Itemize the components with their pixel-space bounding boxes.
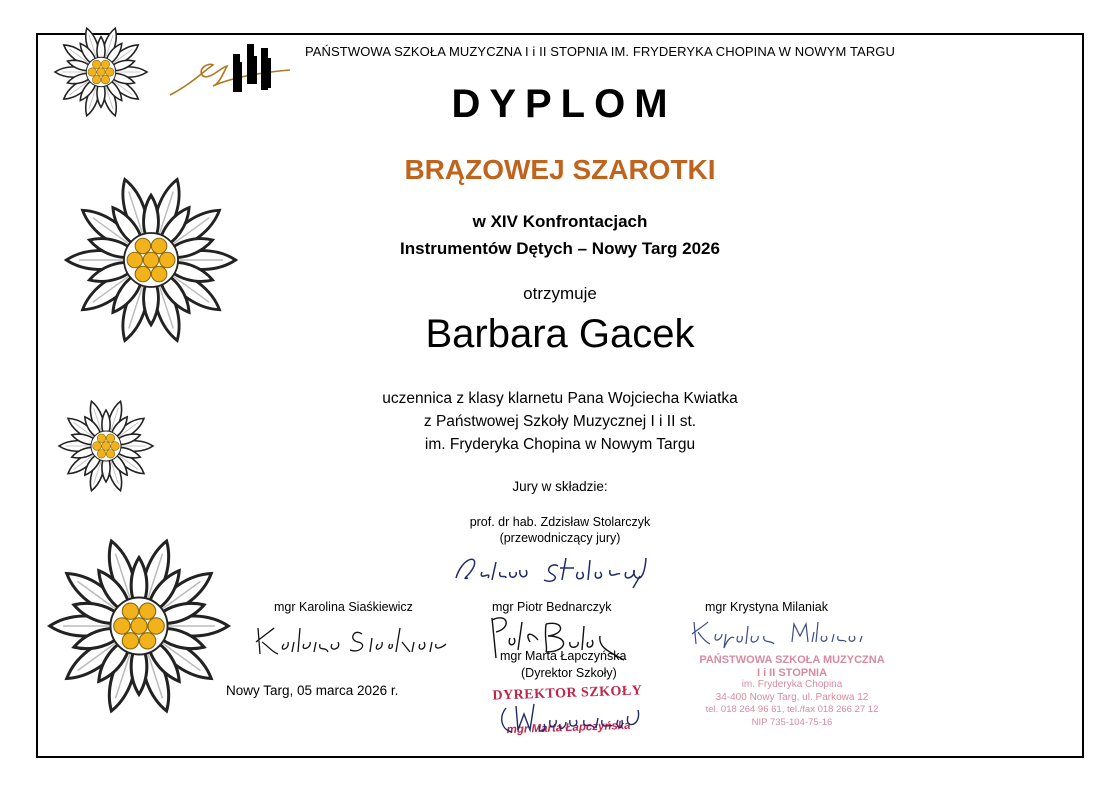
jury-member-name: mgr Karolina Siaśkiewicz <box>274 600 413 614</box>
recipient-name: Barbara Gacek <box>425 312 695 356</box>
edelweiss-flower-icon <box>44 530 234 722</box>
school-stamp <box>692 654 892 729</box>
member-signature <box>688 614 873 654</box>
director-role: (Dyrektor Szkoły) <box>521 666 617 680</box>
event-line-2: Instrumentów Dętych – Nowy Targ 2026 <box>400 239 720 258</box>
director-stamp-name: mgr Marta Łapczyńska <box>506 719 631 737</box>
school-stamp-line: tel. 018 264 96 61, tel./fax 018 266 27 12 <box>705 704 879 715</box>
school-stamp-line: NIP 735-104-75-16 <box>751 716 833 728</box>
school-stamp-line: I i II STOPNIA <box>756 666 828 679</box>
description-line-1: uczennica z klasy klarnetu Pana Wojciecha Kwiatka <box>382 390 738 407</box>
member-signature <box>250 620 450 660</box>
director-stamp-title: DYREKTOR SZKOŁY <box>492 683 643 704</box>
director-name: mgr Marta Łapczyńska <box>500 649 627 663</box>
school-stamp-line: im. Fryderyka Chopina <box>741 679 843 690</box>
school-stamp-line: PAŃSTWOWA SZKOŁA MUZYCZNA <box>699 654 885 666</box>
school-stamp-line: 34-400 Nowy Targ, ul. Parkowa 12 <box>715 691 869 703</box>
jury-member-name: mgr Piotr Bednarczyk <box>492 600 612 614</box>
jury-member-name: mgr Krystyna Milaniak <box>705 600 828 614</box>
jury-chair-name: prof. dr hab. Zdzisław Stolarczyk <box>469 515 651 529</box>
description-line-2: z Państwowej Szkoły Muzycznej I i II st. <box>423 413 697 430</box>
date-line: Nowy Targ, 05 marca 2026 r. <box>226 683 399 698</box>
description-line-3: im. Fryderyka Chopina w Nowym Targu <box>424 436 696 453</box>
chair-signature <box>448 548 653 590</box>
award-subtitle: BRĄZOWEJ SZAROTKI <box>404 154 716 185</box>
jury-label: Jury w składzie: <box>512 479 608 494</box>
jury-chair-role: (przewodniczący jury) <box>499 531 621 545</box>
event-line-1: w XIV Konfrontacjach <box>472 212 648 231</box>
school-header: PAŃSTWOWA SZKOŁA MUZYCZNA I i II STOPNIA IM. FRYDERYKA CHOPINA W NOWYM TARGU <box>304 44 896 59</box>
diploma-title: DYPLOM <box>451 82 677 126</box>
director-signature <box>492 696 662 746</box>
receives-label: otrzymuje <box>523 284 597 303</box>
